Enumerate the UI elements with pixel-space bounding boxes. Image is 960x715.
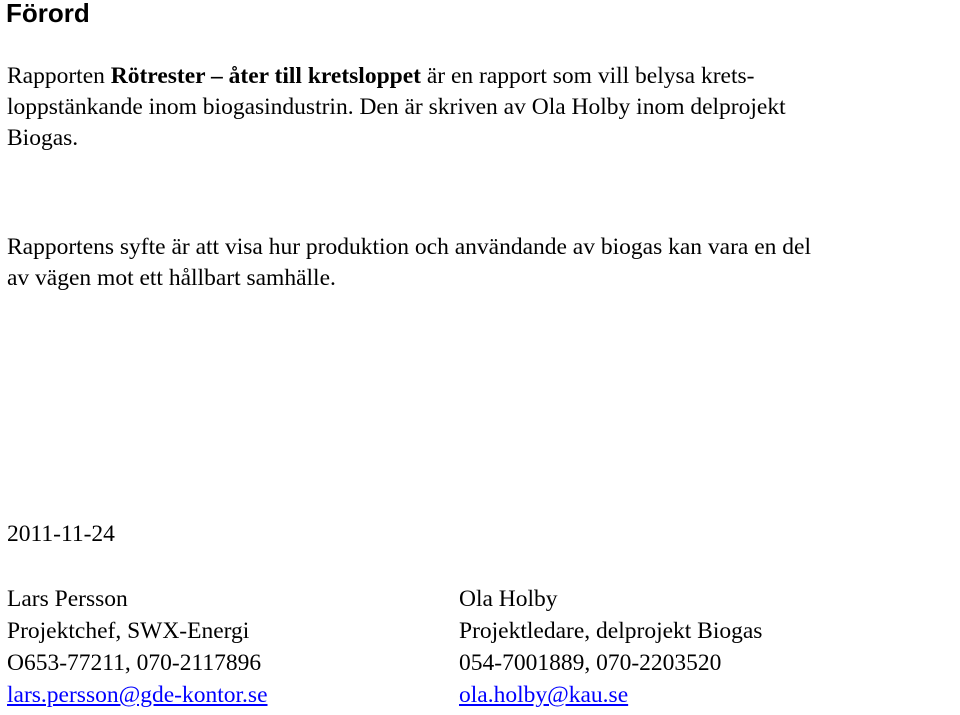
intro-text-line2: loppstänkande inom biogasindustrin. Den är skriven av Ola Holby inom delprojekt bbox=[7, 94, 786, 120]
contact-title: Projektledare, delprojekt Biogas bbox=[459, 618, 763, 644]
page-heading: Förord bbox=[6, 0, 90, 28]
contact-email-link[interactable]: lars.persson@gde-kontor.se bbox=[7, 682, 268, 708]
intro-text-start: Rapporten bbox=[7, 63, 111, 89]
contact-ola-holby bbox=[459, 583, 762, 711]
intro-paragraph bbox=[7, 61, 957, 154]
contact-name: Ola Holby bbox=[459, 586, 558, 612]
intro-text-line3: Biogas. bbox=[7, 125, 79, 151]
contact-email-link[interactable]: ola.holby@kau.se bbox=[459, 682, 629, 708]
contact-title: Projektchef, SWX-Energi bbox=[7, 618, 250, 644]
purpose-paragraph bbox=[7, 232, 957, 294]
contact-lars-persson bbox=[7, 583, 268, 711]
report-title: Rötrester – åter till kretsloppet bbox=[110, 63, 421, 89]
purpose-text-line1: Rapportens syfte är att visa hur produktion och användande av biogas kan vara en del bbox=[7, 234, 811, 260]
contact-name: Lars Persson bbox=[7, 586, 128, 612]
contact-phones: O653-77211, 070-2117896 bbox=[7, 650, 262, 676]
intro-text-line1-end: är en rapport som vill belysa krets- bbox=[420, 63, 755, 89]
contact-phones: 054-7001889, 070-2203520 bbox=[459, 650, 722, 676]
purpose-text-line2: av vägen mot ett hållbart samhälle. bbox=[7, 265, 336, 291]
report-date: 2011-11-24 bbox=[7, 521, 115, 547]
